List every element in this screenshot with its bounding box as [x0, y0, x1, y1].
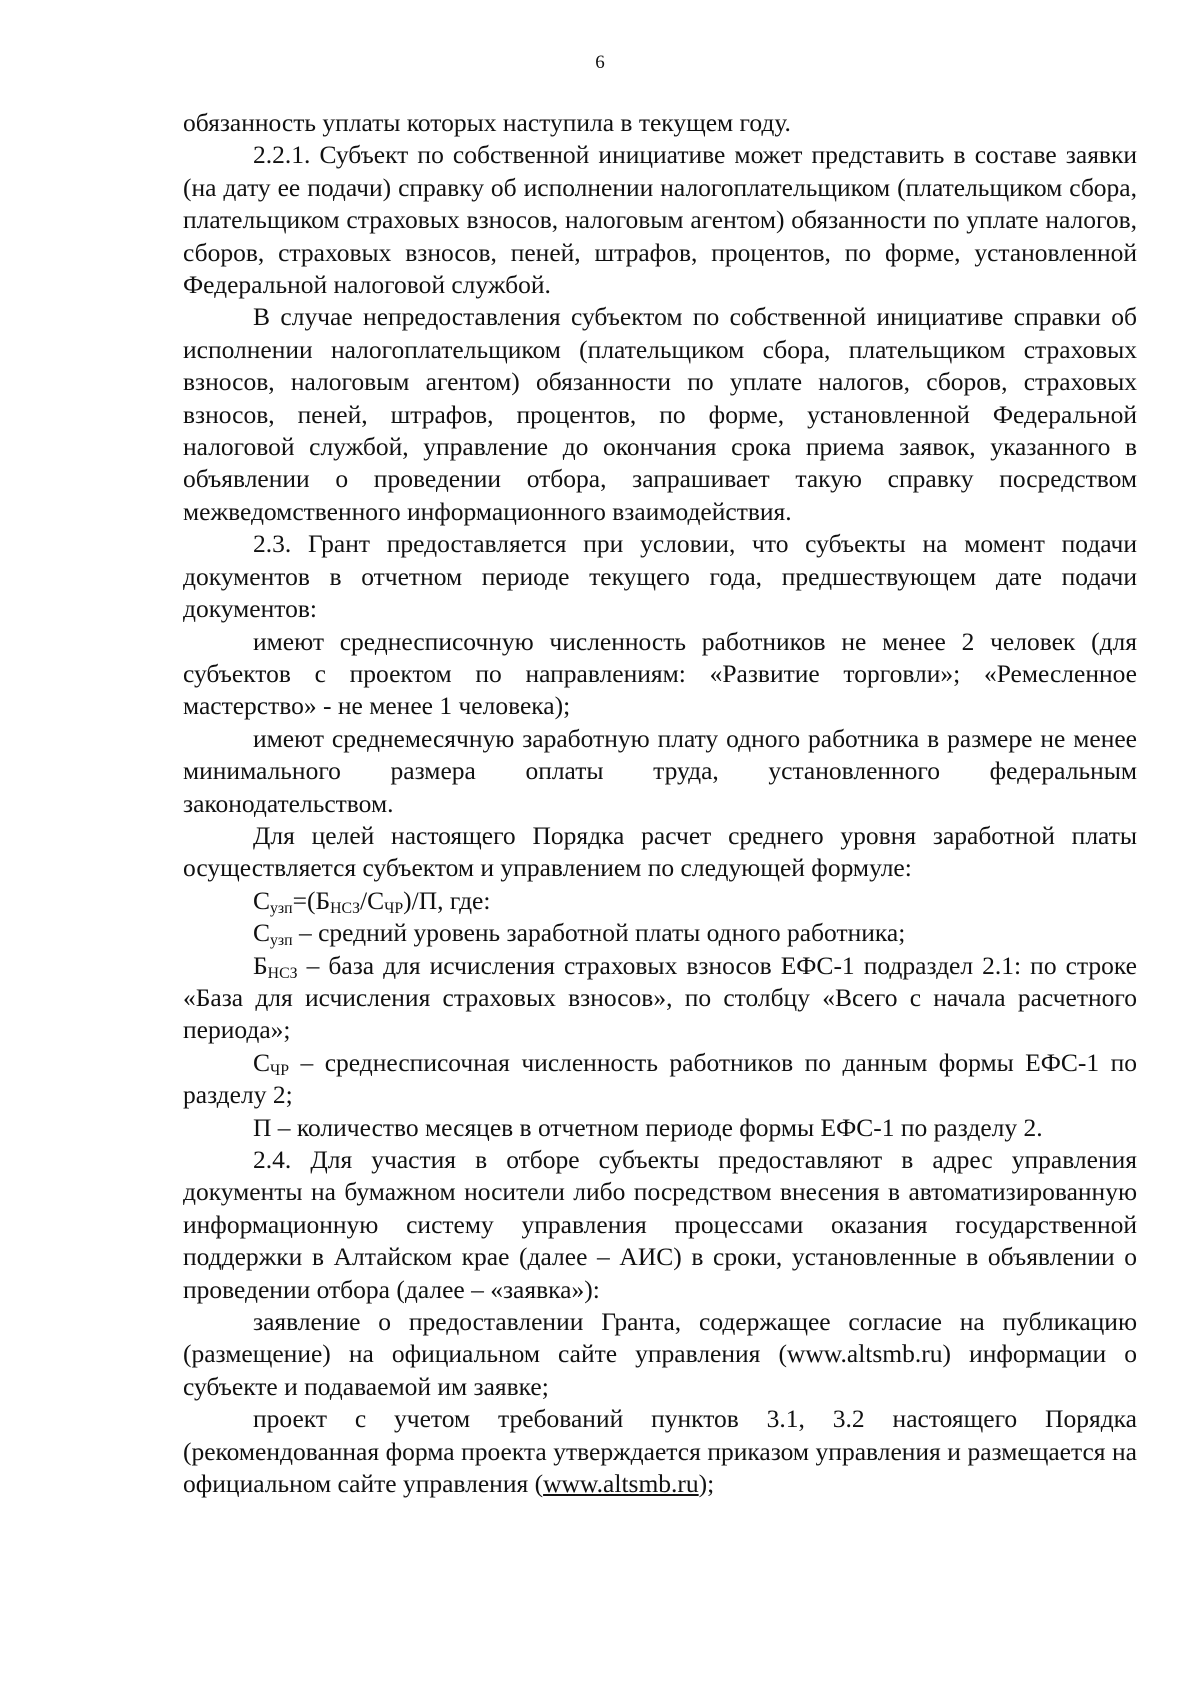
paragraph-salary-condition: имеют среднемесячную заработную плату одного работника в размере не менее минимального размера оплаты труда, установленного федеральным законодательством.: [183, 723, 1137, 818]
formula-mid-1: =(Б: [292, 885, 331, 915]
definition-subscript: узп: [270, 932, 293, 950]
definition-text: – среднесписочная численность работников по данным формы ЕФС-1 по разделу 2;: [183, 1047, 1137, 1110]
project-tail: );: [698, 1469, 715, 1499]
formula-line: [183, 885, 1137, 917]
formula-b-subscript: НСЗ: [330, 899, 360, 917]
definition-symbol: С: [253, 1047, 271, 1077]
document-body: [183, 107, 1137, 1500]
paragraph-2-4: 2.4. Для участия в отборе субъекты предоставляют в адрес управления документы на бумажном носители либо посредством внесения в автоматизированную информационную систему управления процессами оказания государственной поддержки в Алтайском крае (далее – АИС) в сроки, установленные в объявлении о проведении отбора (далее – «заявка»):: [183, 1145, 1137, 1304]
formula-s: С: [253, 885, 271, 915]
definition-p: [183, 1112, 1137, 1144]
formula-mid-2: /С: [359, 885, 385, 915]
formula-c-subscript: ЧР: [384, 899, 404, 917]
definition-text: – количество месяцев в отчетном периоде формы ЕФС-1 по разделу 2.: [271, 1112, 1043, 1142]
definition-symbol: Б: [253, 950, 268, 980]
definition-schr: [183, 1047, 1137, 1112]
paragraph-2-3: 2.3. Грант предоставляется при условии, что субъекты на момент подачи документов в отчетном периоде текущего года, предшествующем дате подачи документов:: [183, 529, 1137, 624]
definition-subscript: НСЗ: [267, 964, 298, 982]
definition-subscript: ЧР: [270, 1061, 290, 1079]
paragraph-application: заявление о предоставлении Гранта, содержащее согласие на публикацию (размещение) на официальном сайте управления (www.altsmb.ru) информации о субъекте и подаваемой им заявке;: [183, 1307, 1137, 1401]
paragraph-headcount-condition: имеют среднесписочную численность работников не менее 2 человек (для субъектов с проектом по направлениям: «Развитие торговли»; «Ремесленное мастерство» - не менее 1 человека);: [183, 626, 1137, 721]
definition-szp: [183, 917, 1137, 949]
paragraph-continuation: обязанность уплаты которых наступила в текущем году.: [183, 108, 791, 137]
paragraph-non-submission: В случае непредоставления субъектом по собственной инициативе справки об исполнении налогоплательщиком (плательщиком сбора, плательщиком страховых взносов, налоговым агентом) обязанности по уплате налогов, сборов, страховых взносов, пеней, штрафов, процентов, по форме, установленной Федеральной налоговой службой, управление до окончания срока приема заявок, указанного в объявлении о проведении отбора, запрашивает такую справку посредством межведомственного информационного взаимодействия.: [183, 302, 1137, 526]
website-link[interactable]: www.altsmb.ru: [543, 1469, 699, 1499]
definition-symbol: П: [253, 1112, 272, 1142]
page-number: 6: [595, 52, 605, 73]
definition-text: – средний уровень заработной платы одного работника;: [292, 918, 906, 948]
project-text: проект с учетом требований пунктов 3.1, 3.2 настоящего Порядка (рекомендованная форма проекта утверждается приказом управления и размещается на официальном сайте управления (: [183, 1404, 1137, 1499]
paragraph-project: [183, 1403, 1137, 1500]
definition-symbol: С: [253, 918, 271, 948]
formula-s-subscript: узп: [270, 899, 293, 917]
definition-bnsz: [183, 950, 1137, 1047]
formula-tail: )/П, где:: [403, 885, 491, 915]
paragraph-formula-intro: Для целей настоящего Порядка расчет среднего уровня заработной платы осуществляется субъектом и управлением по следующей формуле:: [183, 820, 1137, 883]
paragraph-2-2-1: 2.2.1. Субъект по собственной инициативе может представить в составе заявки (на дату ее подачи) справку об исполнении налогоплательщиком (плательщиком сбора, плательщиком страховых взносов, налоговым агентом) обязанности по уплате налогов, сборов, страховых взносов, пеней, штрафов, процентов, по форме, установленной Федеральной налоговой службой.: [183, 140, 1137, 300]
definition-text: – база для исчисления страховых взносов ЕФС-1 подраздел 2.1: по строке «База для исчисления страховых взносов», по столбцу «Всего с начала расчетного периода»;: [183, 950, 1137, 1045]
